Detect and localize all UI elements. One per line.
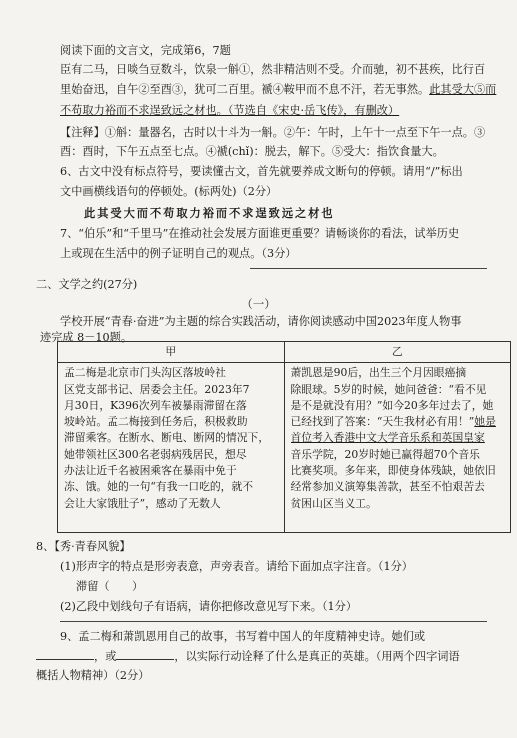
column-a-line: 坡岭站。孟二梅接到任务后，积极救助 — [64, 415, 248, 429]
column-a-line: 月30日，K396次列车被暴雨滞留在落 — [64, 398, 247, 412]
passage-line-2 — [60, 82, 500, 97]
column-b-line: 除眼球。5岁的时候，她问爸爸：“看不见 — [290, 382, 487, 396]
comparison-table — [57, 341, 511, 533]
answer-blank-1[interactable] — [36, 648, 94, 660]
column-a-line: 办法让近千名被困乘客在暴雨中免于 — [64, 464, 237, 478]
note-line-2: 酉：酉时，下午五点至七点。④褫(chǐ)：脱去，解下。⑤受大：指饮食量大。 — [60, 145, 444, 158]
column-b-underlined-sentence: 首位考入香港中文大学音乐系和英国皇家 — [290, 431, 485, 445]
passage-line-1: 臣有二马，日啖刍豆数斗，饮泉一斛①，然非精洁则不受。介而驰，初不甚疾，比行百 — [60, 63, 486, 76]
column-b-line: 是不是就没有用？”如今20多年过去了，她 — [290, 398, 494, 412]
question-9-part-3: ，以实际行动诠释了什么是真正的英雄。（用两个四字词语 — [174, 650, 460, 663]
passage-line-3 — [60, 103, 500, 118]
question-7-line-2: 上或现在生活中的例子证明自己的观点。（3分） — [60, 247, 297, 260]
column-b-line — [291, 414, 505, 430]
section-2-heading: 二、文学之约(27分) — [36, 278, 138, 291]
column-a-line: 冻、饿。她的一句“有我一口吃的，就不 — [64, 480, 254, 494]
column-b-underlined-start: 她是 — [474, 415, 496, 429]
passage-line-2-text: 里始奋迅，自午②至酉③，犹可二百里。褫④鞍甲而不息不汗，若无事然。 — [60, 83, 430, 96]
note-line-1: 【注释】①斛：量器名，古时以十斗为一斛。②午：午时，上午十一点至下午一点。③ — [60, 126, 486, 139]
column-a-line: 区党支部书记、居委会主任。2023年7 — [64, 382, 250, 396]
column-b-text — [284, 363, 511, 533]
column-b-line: 比赛奖项。多年来，即使身体残缺，她依旧 — [290, 464, 496, 478]
question-6-line-2: 文中画横线语句的停顿处。(标两处)（2分） — [60, 185, 278, 198]
column-a-heading: 甲 — [58, 342, 285, 363]
column-b-line: 萧凯恩是90后，出生三个月因眼癌摘 — [290, 366, 467, 380]
passage-underlined-sentence-end: 不苟取力裕而不求逞致远之材也。（节选自《宋史·岳飞传》，有删改） — [60, 104, 400, 117]
question-9-line-1: 9、孟二梅和萧凯恩用自己的故事，书写着中国人的年度精神史诗。她们或 — [60, 630, 426, 643]
column-a-line: 滞留乘客。在断水、断电、断网的情况下， — [64, 431, 270, 445]
question-9-line-2 — [36, 648, 476, 664]
column-a-line: 会让大家饿肚子”，感动了无数人 — [64, 496, 221, 510]
question-9-line-3: 概括人物精神）（2分） — [36, 669, 150, 682]
column-b-line-4-text: 已经找到了答案：“天生我材必有用！” — [290, 415, 475, 429]
section-2-intro-line-2: 迹完成 8－10题。 — [40, 331, 133, 344]
question-6-sentence: 此其受大而不苟取力裕而不求逞致远之材也 — [84, 206, 335, 220]
answer-line — [60, 621, 487, 622]
section-2-intro-line-1: 学校开展“青春·奋进”为主题的综合实践活动，请你阅读感动中国2023年度人物事 — [60, 315, 462, 328]
question-8-1-word: 滞留（ ） — [76, 580, 144, 593]
column-b-line: 贫困山区当义工。 — [290, 496, 377, 510]
reading-intro: 阅读下面的文言文，完成第6，7题 — [60, 44, 231, 57]
column-b-heading: 乙 — [284, 342, 511, 363]
column-a-line: 她带领社区300名老弱病残居民，想尽 — [64, 447, 247, 461]
column-b-line: 经常参加义演筹集善款，甚至不怕艰苦去 — [290, 480, 485, 494]
answer-line — [250, 268, 487, 269]
question-8-1: (1)形声字的特点是形旁表意，声旁表音。请给下面加点字注音。（1分） — [60, 560, 413, 573]
answer-blank-2[interactable] — [116, 648, 174, 660]
question-6-line-1: 6、古文中没有标点符号，要读懂古文，首先就要养成文断句的停顿。请用“/”标出 — [60, 165, 463, 178]
section-2-part: （一） — [241, 297, 276, 311]
question-7-line-1: 7、“伯乐”和“千里马”在推动社会发展方面谁更重要？请畅谈你的看法，试举历史 — [60, 227, 460, 240]
question-9-part-2: ，或 — [94, 650, 117, 663]
column-a-line: 孟二梅是北京市门头沟区落坡岭社 — [64, 366, 226, 380]
passage-underlined-sentence-start: 此其受大⑤而 — [429, 83, 497, 96]
column-b-line: 音乐学院，20岁时她已赢得超70个音乐 — [290, 447, 480, 461]
question-8-title: 8、【秀·青春风貌】 — [36, 540, 131, 553]
column-a-text — [58, 363, 285, 533]
question-8-2: (2)乙段中划线句子有语病，请你把修改意见写下来。（1分） — [60, 600, 358, 613]
